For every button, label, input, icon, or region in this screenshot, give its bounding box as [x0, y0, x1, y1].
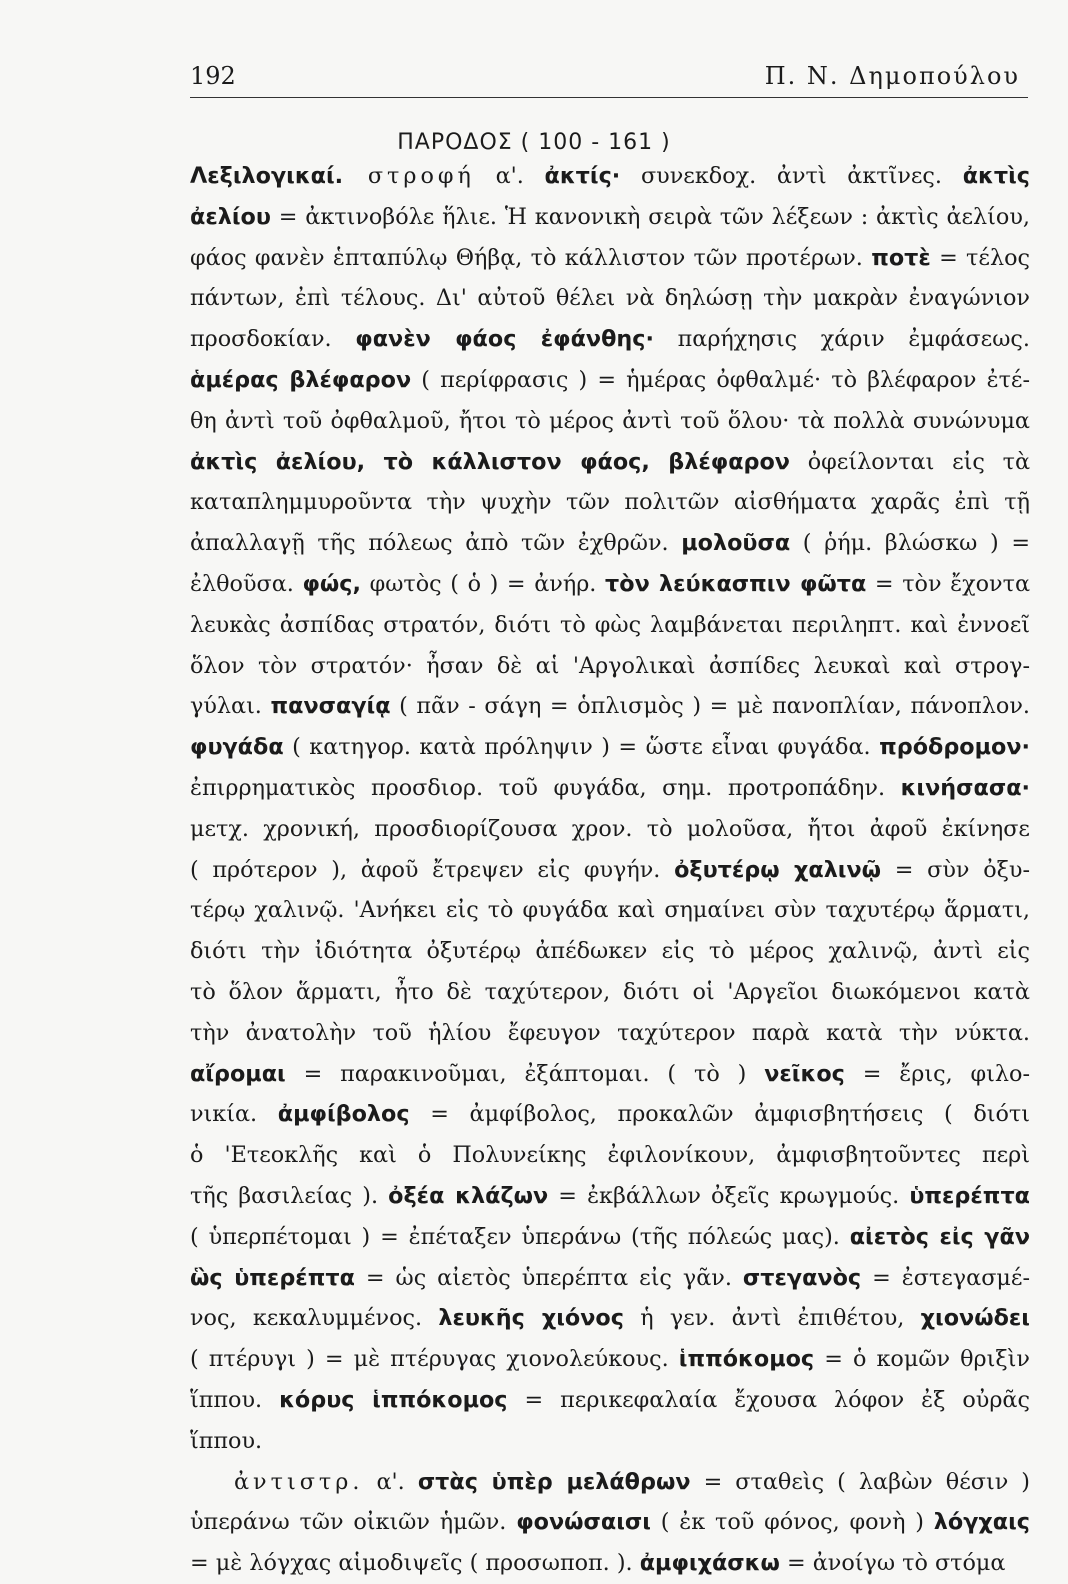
gloss-text: ( πᾶν - σάγη = ὁπλισμὸς ) = μὲ πανοπλίαν, πάνοπλον.	[390, 693, 1030, 720]
gloss-text: ἀντιστρ.	[234, 1468, 364, 1495]
text-line	[190, 1380, 1030, 1421]
lemma: αἰετὸς εἰς γᾶν	[849, 1223, 1031, 1250]
text-line	[190, 278, 1030, 319]
text-line	[190, 523, 1030, 564]
gloss-text: = περικεφαλαία ἔχουσα λόφον ἐξ οὐρᾶς	[507, 1386, 1030, 1413]
lemma: ἀελίου	[190, 203, 271, 230]
gloss-text: α'.	[363, 1468, 418, 1495]
gloss-text: προσδοκίαν.	[190, 326, 356, 353]
gloss-text: παρήχησις χάριν ἐμφάσεως.	[653, 326, 1030, 353]
gloss-text: ἡ γεν. ἀντὶ ἐπιθέτου,	[623, 1305, 921, 1332]
text-line	[190, 809, 1030, 850]
running-header	[190, 62, 1030, 98]
text-line	[190, 686, 1030, 727]
lemma: φανὲν φάος ἐφάνθης·	[355, 326, 654, 353]
gloss-text: φωτὸς ( ὁ ) = ἀνήρ.	[361, 570, 606, 597]
lemma: Λεξιλογικαί.	[190, 163, 344, 189]
gloss-text: λευκὰς ἀσπίδας στρατόν, διότι τὸ φὼς λαμβάνεται περιληπτ. καὶ ἐννοεῖ	[190, 611, 1030, 638]
lemma: στεγανὸς	[742, 1264, 862, 1291]
gloss-text: ( ὑπερπέτομαι ) = ἐπέταξεν ὑπεράνω (τῆς πόλεώς μας).	[190, 1223, 850, 1250]
gloss-text: καταπλημμυροῦντα τὴν ψυχὴν τῶν πολιτῶν αἰσθήματα χαρᾶς ἐπὶ τῇ	[190, 489, 1030, 516]
lemma: κόρυς ἱππόκομος	[279, 1386, 508, 1413]
gloss-text: ( πρότερον ), ἀφοῦ ἔτρεψεν εἰς φυγήν.	[190, 856, 675, 883]
commentary-text	[190, 156, 1030, 1584]
gloss-text: = ἐκβάλλων ὀξεῖς κρωγμούς.	[548, 1182, 910, 1209]
gloss-text: τὸ ὅλον ἅρματι, ἦτο δὲ ταχύτερον, διότι οἱ 'Αργεῖοι διωκόμενοι κατὰ	[190, 978, 1030, 1005]
gloss-text: ( κατηγορ. κατὰ πρόληψιν ) = ὥστε εἶναι φυγάδα.	[283, 734, 880, 761]
lemma: στὰς ὑπὲρ μελάθρων	[417, 1468, 691, 1495]
gloss-text: ἐπιρρηματικὸς προσδιορ. τοῦ φυγάδα, σημ. προτροπάδην.	[190, 774, 901, 801]
gloss-text: μετχ. χρονική, προσδιορίζουσα χρον. τὸ μολοῦσα, ἤτοι ἀφοῦ ἐκίνησε	[190, 815, 1030, 842]
gloss-text: φάος φανὲν ἑπταπύλῳ Θήβᾳ, τὸ κάλλιστον τῶν προτέρων.	[190, 244, 872, 271]
gloss-text: ὁ 'Ετεοκλῆς καὶ ὁ Πολυνείκης ἐφιλονίκουν, ἀμφισβητοῦντες περὶ	[190, 1142, 1030, 1169]
text-line	[190, 401, 1030, 442]
text-line	[190, 727, 1030, 768]
text-line	[190, 1013, 1030, 1054]
lemma: ἀμφιχάσκω	[639, 1550, 780, 1577]
text-line	[190, 238, 1030, 279]
text-line	[190, 156, 1030, 197]
gloss-text: νικία.	[190, 1101, 278, 1128]
text-line	[190, 646, 1030, 687]
section-title: ΠΑΡΟΔΟΣ ( 100 - 161 )	[397, 130, 671, 155]
text-line	[190, 931, 1030, 972]
gloss-text: = ἀνοίγω τὸ στόμα	[779, 1550, 1006, 1577]
lemma: ἀκτίς·	[544, 163, 621, 189]
text-line	[190, 972, 1030, 1013]
text-line	[190, 482, 1030, 523]
lemma: λόγχαις	[933, 1509, 1031, 1536]
gloss-text: πάντων, ἐπὶ τέλους. Δι' αὐτοῦ θέλει νὰ δηλώσῃ τὴν μακρὰν ἐναγώνιον	[190, 285, 1030, 312]
lemma: ἱππόκομος	[678, 1346, 815, 1373]
gloss-text: = ὁ κομῶν θριξὶν	[814, 1346, 1030, 1373]
text-line	[190, 360, 1030, 401]
gloss-text: τὴν ἀνατολὴν τοῦ ἡλίου ἔφευγον ταχύτερον παρὰ κατὰ τὴν νύκτα.	[190, 1019, 1030, 1046]
gloss-text: ὀφείλονται εἰς τὰ	[790, 448, 1031, 475]
gloss-text: ( ἐκ τοῦ φόνος, φονὴ )	[650, 1509, 934, 1536]
gloss-text: = ἐστεγασμέ-	[861, 1264, 1030, 1291]
gloss-text: = ἀμφίβολος, προκαλῶν ἀμφισβητήσεις ( διότι	[409, 1101, 1030, 1128]
text-line	[190, 564, 1030, 605]
gloss-text: διότι τὴν ἰδιότητα ὀξυτέρῳ ἀπέδωκεν εἰς τὸ μέρος χαλινῷ, ἀντὶ εἰς	[190, 938, 1030, 965]
text-line	[190, 768, 1030, 809]
lemma: νεῖκος	[764, 1060, 845, 1087]
gloss-text: τῆς βασιλείας ).	[190, 1182, 389, 1209]
gloss-text: ὅλον τὸν στρατόν· ἦσαν δὲ αἱ 'Αργολικαὶ ἀσπίδες λευκαὶ καὶ στρογ-	[190, 652, 1030, 679]
lemma: ἀκτὶς	[962, 163, 1030, 189]
text-line	[190, 442, 1030, 483]
gloss-text: ὑπεράνω τῶν οἰκιῶν ἡμῶν.	[190, 1509, 517, 1536]
gloss-text: νος, κεκαλυμμένος.	[190, 1305, 439, 1332]
lemma: κινήσασα·	[900, 774, 1030, 801]
gloss-text: ἐλθοῦσα.	[190, 570, 303, 597]
text-line	[190, 1217, 1030, 1258]
lemma: ἀκτὶς ἀελίου, τὸ κάλλιστον φάος, βλέφαρον	[190, 448, 790, 475]
gloss-text: ( περίφρασις ) = ἡμέρας ὀφθαλμέ· τὸ βλέφαρον ἐτέ-	[411, 366, 1030, 393]
text-line	[190, 1502, 1030, 1543]
gloss-text: ἀπαλλαγῇ τῆς πόλεως ἀπὸ τῶν ἐχθρῶν.	[190, 530, 682, 557]
text-line	[190, 1421, 1030, 1462]
lemma: ὀξυτέρῳ χαλινῷ	[674, 856, 882, 883]
gloss-text: = σταθεὶς ( λαβὼν θέσιν )	[690, 1468, 1030, 1495]
lemma: μολοῦσα	[681, 530, 791, 557]
lemma: λευκῆς χιόνος	[438, 1305, 624, 1332]
text-line	[190, 1135, 1030, 1176]
gloss-text: τέρῳ χαλινῷ. 'Ανήκει εἰς τὸ φυγάδα καὶ σημαίνει σὺν ταχυτέρῳ ἅρματι,	[190, 897, 1030, 924]
page-number: 192	[190, 62, 236, 90]
gloss-text: γύλαι.	[190, 693, 271, 720]
text-line	[190, 850, 1030, 891]
header-rule	[190, 97, 1028, 98]
lemma: τὸν λεύκασπιν φῶτα	[605, 570, 867, 597]
gloss-text: ( πτέρυγι ) = μὲ πτέρυγας χιονολεύκους.	[190, 1346, 679, 1373]
gloss-text: = τὸν ἔχοντα	[866, 570, 1030, 597]
gloss-text: στροφή	[343, 163, 475, 189]
text-line	[190, 890, 1030, 931]
lemma: χιονώδει	[920, 1305, 1030, 1332]
text-line	[190, 1054, 1030, 1095]
gloss-text: ἵππου.	[190, 1427, 263, 1454]
lemma: φονώσαισι	[516, 1509, 651, 1536]
gloss-text: ἵππου.	[190, 1386, 280, 1413]
lemma: αἴρομαι	[190, 1060, 286, 1087]
text-line	[190, 1339, 1030, 1380]
lemma: ὀξέα κλάζων	[388, 1182, 549, 1209]
text-line	[190, 1094, 1030, 1135]
text-line	[190, 1543, 1030, 1584]
gloss-text: = σὺν ὀξυ-	[881, 856, 1030, 883]
lemma: ἀμφίβολος	[277, 1101, 410, 1128]
text-line	[190, 1176, 1030, 1217]
gloss-text: α'.	[474, 163, 545, 189]
text-line	[190, 1298, 1030, 1339]
lemma: ἁμέρας βλέφαρον	[190, 366, 412, 393]
lemma: πανσαγίᾳ	[270, 693, 391, 720]
text-line	[190, 605, 1030, 646]
lemma: ὑπερέπτα	[909, 1182, 1030, 1209]
lemma: πρόδρομον·	[879, 734, 1030, 761]
lemma: φώς,	[302, 570, 361, 597]
lemma: ὣς ὑπερέπτα	[190, 1264, 355, 1291]
gloss-text: = ὡς αἰετὸς ὑπερέπτα εἰς γᾶν.	[354, 1264, 743, 1291]
text-line	[190, 197, 1030, 238]
running-head-author: Π. Ν. Δημοπούλου	[764, 62, 1020, 90]
lemma: φυγάδα	[190, 734, 284, 761]
gloss-text: = τέλος	[930, 244, 1030, 271]
gloss-text: συνεκδοχ. ἀντὶ ἀκτῖνες.	[620, 163, 963, 189]
gloss-text: ( ῥήμ. βλώσκω ) =	[790, 530, 1031, 557]
lemma: ποτὲ	[871, 244, 931, 271]
gloss-text: = ἀκτινοβόλε ἥλιε. Ἡ κανονικὴ σειρὰ τῶν λέξεων : ἀκτὶς ἀελίου,	[270, 203, 1030, 230]
gloss-text: θη ἀντὶ τοῦ ὀφθαλμοῦ, ἤτοι τὸ μέρος ἀντὶ τοῦ ὅλου· τὰ πολλὰ συνώνυμα	[190, 407, 1030, 434]
gloss-text: = μὲ λόγχας αἱμοδιψεῖς ( προσωποπ. ).	[190, 1550, 640, 1577]
gloss-text: = παρακινοῦμαι, ἐξάπτομαι. ( τὸ )	[285, 1060, 765, 1087]
gloss-text: = ἔρις, φιλο-	[844, 1060, 1031, 1087]
text-line	[190, 319, 1030, 360]
text-line	[190, 1462, 1030, 1503]
text-line	[190, 1258, 1030, 1299]
